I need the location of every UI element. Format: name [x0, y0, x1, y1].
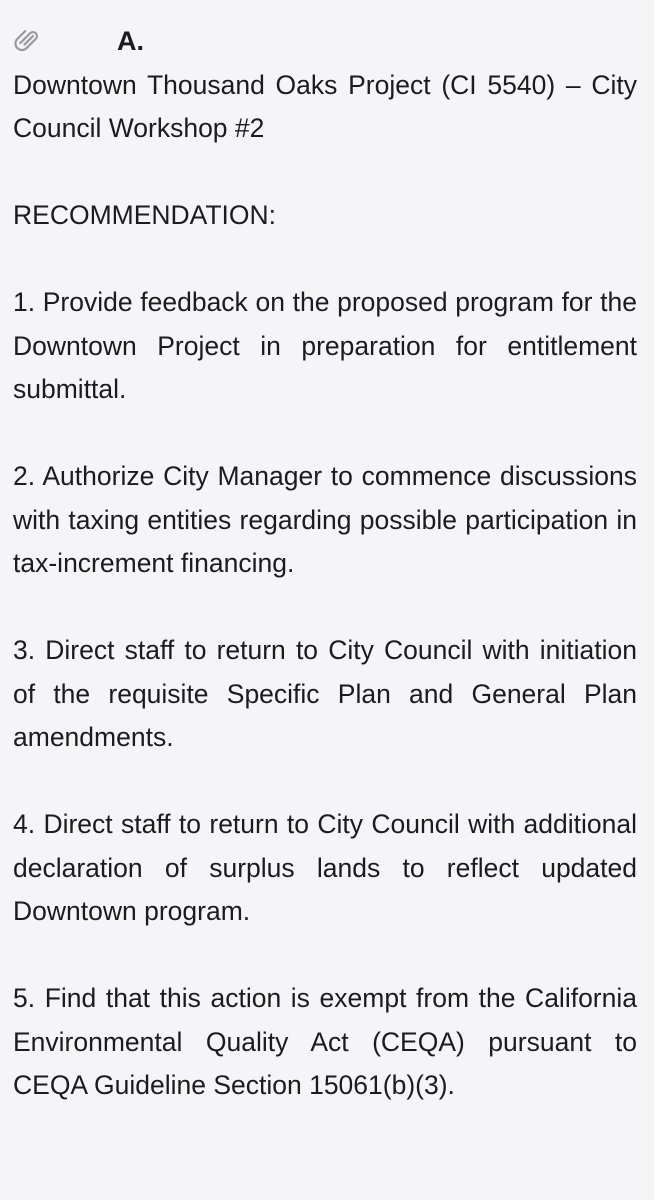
paperclip-icon-graphic	[13, 26, 43, 56]
recommendation-item-1: 1. Provide feedback on the proposed program for the Downtown Project in preparation for entitlement submittal.	[13, 287, 637, 404]
spacer	[13, 151, 637, 195]
spacer	[13, 238, 637, 282]
recommendation-item-4: 4. Direct staff to return to City Council with additional declaration of surplus lands to reflect updated Downtown program.	[13, 809, 637, 926]
paperclip-icon[interactable]	[13, 26, 43, 56]
spacer	[13, 760, 637, 804]
recommendation-item-3: 3. Direct staff to return to City Council with initiation of the requisite Specific Plan and General Plan amendments.	[13, 635, 637, 752]
item-letter: A.	[117, 26, 144, 56]
spacer	[13, 412, 637, 456]
agenda-item-content	[13, 20, 637, 1108]
spacer	[13, 934, 637, 978]
agenda-item-header	[13, 20, 637, 64]
recommendation-item-5: 5. Find that this action is exempt from the California Environmental Quality Act (CEQA) pursuant to CEQA Guideline Section 15061(b)(3).	[13, 983, 637, 1100]
recommendation-item-2: 2. Authorize City Manager to commence discussions with taxing entities regarding possible participation in tax-increment financing.	[13, 461, 637, 578]
recommendation-heading: RECOMMENDATION:	[13, 200, 277, 230]
item-title: Downtown Thousand Oaks Project (CI 5540) – City Council Workshop #2	[13, 69, 637, 143]
spacer	[13, 586, 637, 630]
